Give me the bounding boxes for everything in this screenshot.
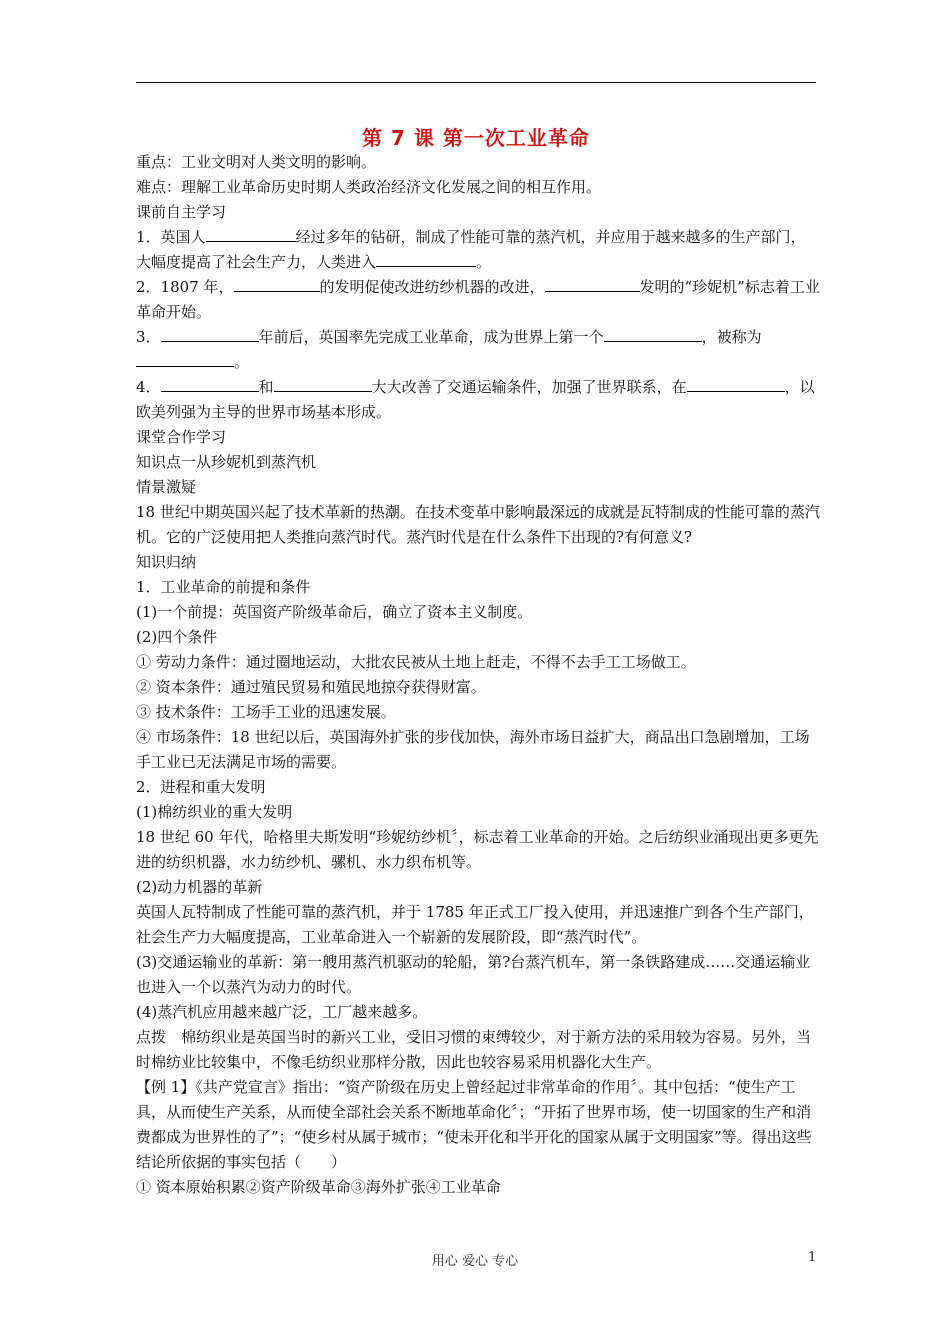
pre-class-heading: 课前自主学习 [136,203,227,221]
question-4: 4． 和 大大改善了交通运输条件，加强了世界联系，在 ，以欧美列强为主导的世界市场基本形成。 [136,375,820,425]
scenario-text: 18 世纪中期英国兴起了技术革新的热潮。在技术变革中影响最深远的成就是瓦特制成的性能可靠的蒸汽机。它的广泛使用把人类推向蒸汽时代。蒸汽时代是在什么条件下出现的?有何意义? [136,503,820,546]
answer-blank[interactable] [376,250,476,267]
scenario-heading: 情景激疑 [136,478,197,496]
section-1-premise: (1)一个前提：英国资产阶级革命后，确立了资本主义制度。 [136,603,533,621]
textile-text: 18 世纪 60 年代，哈格里夫斯发明“珍妮纺纱机〞，标志着工业革命的开始。之后纺织业涌现出更多更先进的纺织机器，水力纺纱机、骡机、水力织布机等。 [136,828,819,871]
knowledge-point-heading: 知识点一从珍妮机到蒸汽机 [136,453,317,471]
example-question: 【例 1】《共产党宣言》指出：“资产阶级在历史上曾经起过非常革命的作用〞。其中包括：“使生产工具，从而使生产关系，从而使全部社会关系不断地革命化〞；“开拓了世界市场，使一切国家的生产和消费都成为世界性的了”；“使乡村从属于城市；“使未开化和半开化的国家从属于文明国家”等。得出这些结论所依据的事实包括（ ） [136,1078,812,1171]
condition-labor: ① 劳动力条件：通过圈地运动，大批农民被从土地上赶走，不得不去手工工场做工。 [136,653,696,671]
transport-text: (3)交通运输业的革新：第一艘用蒸汽机驱动的轮船，第?台蒸汽机车，第一条铁路建成……交通运输业也进入一个以蒸汽为动力的时代。 [136,953,811,996]
section-2-heading: 2．进程和重大发明 [136,778,266,796]
condition-capital: ② 资本条件：通过殖民贸易和殖民地掠夺获得财富。 [136,678,486,696]
power-text: 英国人瓦特制成了性能可靠的蒸汽机，并于 1785 年正式工厂投入使用，并迅速推广到各个生产部门，社会生产力大幅度提高，工业革命进入一个崭新的发展阶段，即“蒸汽时代”。 [136,903,814,946]
steam-spread-text: (4)蒸汽机应用越来越广泛，工厂越来越多。 [136,1003,428,1021]
question-3: 3． 年前后，英国率先完成工业革命，成为世界上第一个 ，被称为。 [136,325,820,375]
answer-blank[interactable] [234,275,320,292]
answer-blank[interactable] [274,375,372,392]
header-rule [136,82,816,83]
answer-blank[interactable] [604,325,702,342]
page-number: 1 [808,1250,817,1265]
answer-blank[interactable] [206,225,296,242]
summary-heading: 知识归纳 [136,553,197,571]
power-heading: (2)动力机器的革新 [136,878,263,896]
example-options: ① 资本原始积累②资产阶级革命③海外扩张④工业革命 [136,1178,501,1196]
condition-technology: ③ 技术条件：工场手工业的迅速发展。 [136,703,396,721]
page-footer: 用心 爱心 专心 [431,1254,519,1269]
tip-text: 点拨 棉纺织业是英国当时的新兴工业，受旧习惯的束缚较少，对于新方法的采用较为容易。另外，当时棉纺业比较集中，不像毛纺织业那样分散，因此也较容易采用机器化大生产。 [136,1028,812,1071]
difficult-point: 难点：理解工业革命历史时期人类政治经济文化发展之间的相互作用。 [136,178,602,196]
answer-blank[interactable] [545,275,640,292]
answer-blank[interactable] [161,325,259,342]
answer-blank[interactable] [687,375,785,392]
answer-blank[interactable] [136,350,234,367]
condition-market: ④ 市场条件：18 世纪以后，英国海外扩张的步伐加快，海外市场日益扩大，商品出口急剧增加，工场手工业已无法满足市场的需要。 [136,728,810,771]
in-class-heading: 课堂合作学习 [136,428,227,446]
question-1: 1．英国人 经过多年的钻研，制成了性能可靠的蒸汽机，并应用于越来越多的生产部门，大幅度提高了社会生产力，人类进入 。 [136,225,820,275]
document-body [136,150,820,1200]
key-point: 重点：工业文明对人类文明的影响。 [136,153,377,171]
question-2: 2．1807 年， 的发明促使改进纺纱机器的改进， 发明的“珍妮机”标志着工业革命开始。 [136,275,820,325]
textile-heading: (1)棉纺织业的重大发明 [136,803,293,821]
lesson-title: 第 7 课 第一次工业革命 [362,126,590,150]
section-1-conditions: (2)四个条件 [136,628,218,646]
answer-blank[interactable] [161,375,259,392]
section-1-heading: 1．工业革命的前提和条件 [136,578,311,596]
